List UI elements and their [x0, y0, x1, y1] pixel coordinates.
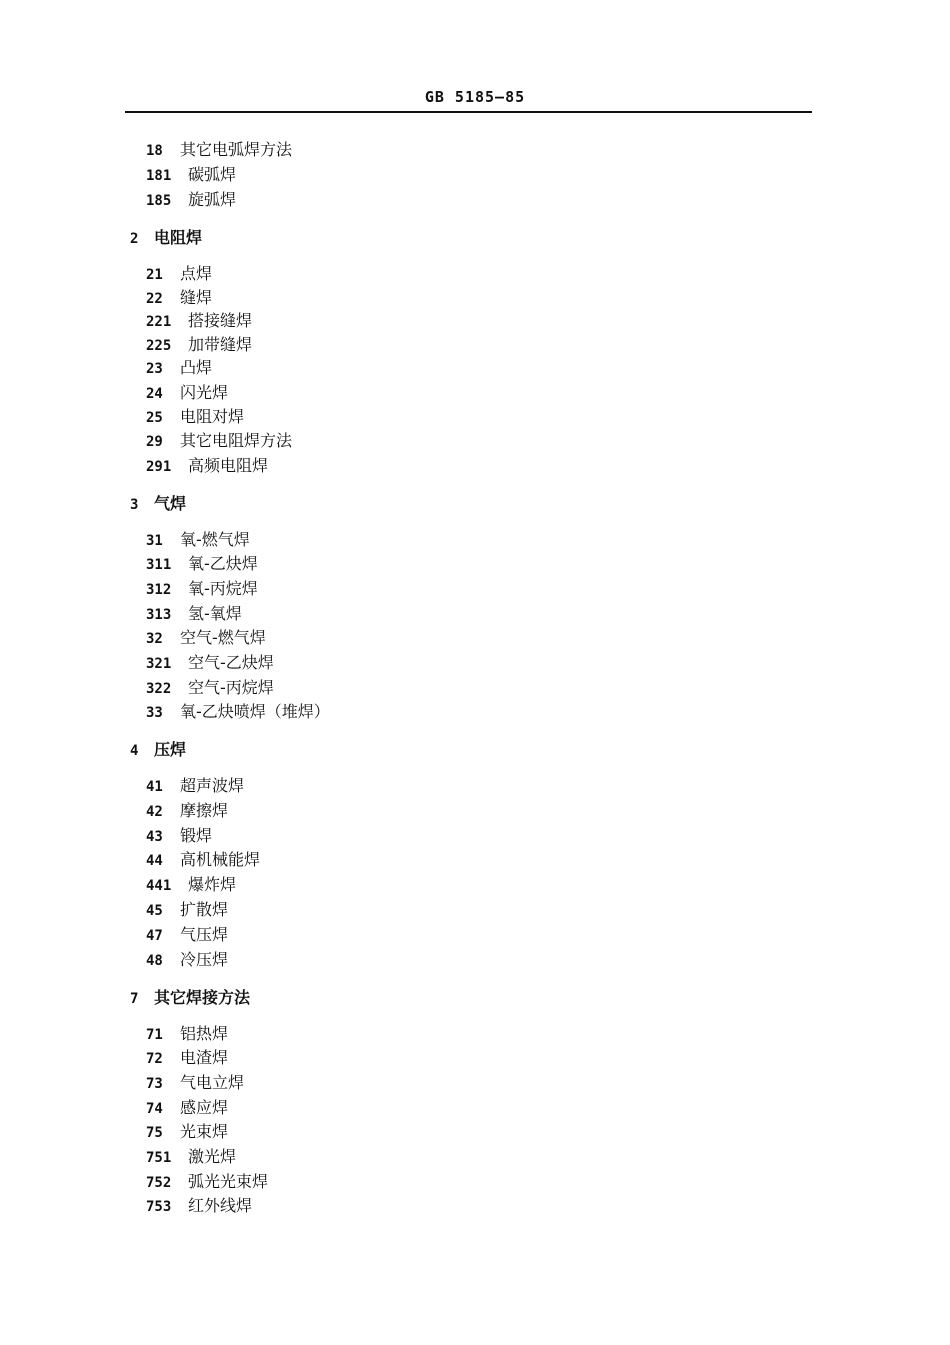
list-item: [146, 554, 258, 575]
item-number: 73: [146, 1076, 163, 1092]
item-label: 旋弧焊: [188, 190, 237, 209]
item-label: 氧-燃气焊: [180, 530, 250, 549]
item-number: 441: [146, 878, 172, 894]
list-item: [146, 875, 236, 896]
item-label: 点焊: [180, 264, 213, 283]
item-number: 23: [146, 361, 163, 377]
section-heading: [130, 494, 186, 515]
item-label: 电阻焊: [154, 228, 203, 247]
item-label: 爆炸焊: [188, 875, 237, 894]
item-label: 氧-丙烷焊: [188, 579, 258, 598]
item-number: 225: [146, 338, 172, 354]
item-number: 43: [146, 829, 163, 845]
item-label: 氧-乙炔喷焊（堆焊）: [180, 702, 330, 721]
list-item: [146, 530, 250, 551]
item-label: 电渣焊: [180, 1048, 229, 1067]
list-item: [146, 925, 228, 946]
item-number: 42: [146, 804, 163, 820]
item-number: 3: [130, 497, 139, 513]
item-number: 75: [146, 1125, 163, 1141]
list-item: [146, 801, 228, 822]
item-number: 21: [146, 267, 163, 283]
item-label: 气压焊: [180, 925, 229, 944]
item-label: 锻焊: [180, 826, 213, 845]
item-number: 22: [146, 291, 163, 307]
item-label: 感应焊: [180, 1098, 229, 1117]
item-number: 7: [130, 991, 139, 1007]
item-number: 4: [130, 743, 139, 759]
item-number: 25: [146, 410, 163, 426]
item-number: 33: [146, 705, 163, 721]
item-number: 31: [146, 533, 163, 549]
item-label: 气焊: [154, 494, 187, 513]
item-label: 空气-乙炔焊: [188, 653, 274, 672]
item-number: 48: [146, 953, 163, 969]
list-item: [146, 1172, 268, 1193]
item-number: 2: [130, 231, 139, 247]
item-number: 71: [146, 1027, 163, 1043]
item-number: 47: [146, 928, 163, 944]
item-label: 弧光光束焊: [188, 1172, 269, 1191]
list-item: [146, 1098, 228, 1119]
header-rule: [125, 111, 812, 113]
item-label: 闪光焊: [180, 383, 229, 402]
standard-number: GB 5185—85: [424, 88, 526, 106]
item-label: 摩擦焊: [180, 801, 229, 820]
item-label: 碳弧焊: [188, 165, 237, 184]
item-label: 氧-乙炔焊: [188, 554, 258, 573]
item-number: 221: [146, 314, 172, 330]
list-item: [146, 358, 212, 379]
item-label: 其它焊接方法: [154, 988, 251, 1007]
item-label: 高频电阻焊: [188, 456, 269, 475]
item-label: 冷压焊: [180, 950, 229, 969]
item-number: 321: [146, 656, 172, 672]
section-heading: [130, 228, 202, 249]
list-item: [146, 900, 228, 921]
item-label: 扩散焊: [180, 900, 229, 919]
item-number: 751: [146, 1150, 172, 1166]
item-label: 缝焊: [180, 288, 213, 307]
list-item: [146, 1024, 228, 1045]
item-number: 313: [146, 607, 172, 623]
list-item: [146, 826, 212, 847]
item-label: 光束焊: [180, 1122, 229, 1141]
section-heading: [130, 988, 250, 1009]
item-number: 181: [146, 168, 172, 184]
list-item: [146, 407, 244, 428]
item-number: 312: [146, 582, 172, 598]
list-item: [146, 456, 268, 477]
list-item: [146, 165, 236, 186]
item-number: 32: [146, 631, 163, 647]
item-label: 电阻对焊: [180, 407, 245, 426]
item-label: 超声波焊: [180, 776, 245, 795]
item-number: 74: [146, 1101, 163, 1117]
item-label: 加带缝焊: [188, 335, 253, 354]
item-number: 24: [146, 386, 163, 402]
list-item: [146, 1048, 228, 1069]
item-number: 45: [146, 903, 163, 919]
item-number: 291: [146, 459, 172, 475]
list-item: [146, 431, 292, 452]
list-item: [146, 190, 236, 211]
list-item: [146, 383, 228, 404]
list-item: [146, 140, 292, 161]
item-label: 氢-氧焊: [188, 604, 242, 623]
list-item: [146, 288, 212, 309]
item-label: 空气-燃气焊: [180, 628, 266, 647]
list-item: [146, 1122, 228, 1143]
item-number: 753: [146, 1199, 172, 1215]
item-number: 322: [146, 681, 172, 697]
item-number: 44: [146, 853, 163, 869]
item-number: 72: [146, 1051, 163, 1067]
list-item: [146, 311, 252, 332]
list-item: [146, 653, 274, 674]
item-label: 凸焊: [180, 358, 213, 377]
list-item: [146, 335, 252, 356]
item-label: 铝热焊: [180, 1024, 229, 1043]
item-label: 气电立焊: [180, 1073, 245, 1092]
item-label: 压焊: [154, 740, 187, 759]
list-item: [146, 579, 258, 600]
list-item: [146, 1073, 244, 1094]
list-item: [146, 264, 212, 285]
list-item: [146, 628, 266, 649]
list-item: [146, 850, 260, 871]
section-heading: [130, 740, 186, 761]
list-item: [146, 604, 242, 625]
list-item: [146, 776, 244, 797]
item-label: 红外线焊: [188, 1196, 253, 1215]
item-label: 其它电阻焊方法: [180, 431, 293, 450]
item-number: 41: [146, 779, 163, 795]
item-label: 高机械能焊: [180, 850, 261, 869]
item-number: 29: [146, 434, 163, 450]
item-label: 其它电弧焊方法: [180, 140, 293, 159]
list-item: [146, 1147, 236, 1168]
item-label: 搭接缝焊: [188, 311, 253, 330]
item-number: 185: [146, 193, 172, 209]
list-item: [146, 678, 274, 699]
item-label: 激光焊: [188, 1147, 237, 1166]
item-number: 311: [146, 557, 172, 573]
list-item: [146, 950, 228, 971]
list-item: [146, 702, 330, 723]
item-number: 752: [146, 1175, 172, 1191]
item-label: 空气-丙烷焊: [188, 678, 274, 697]
item-number: 18: [146, 143, 163, 159]
list-item: [146, 1196, 252, 1217]
